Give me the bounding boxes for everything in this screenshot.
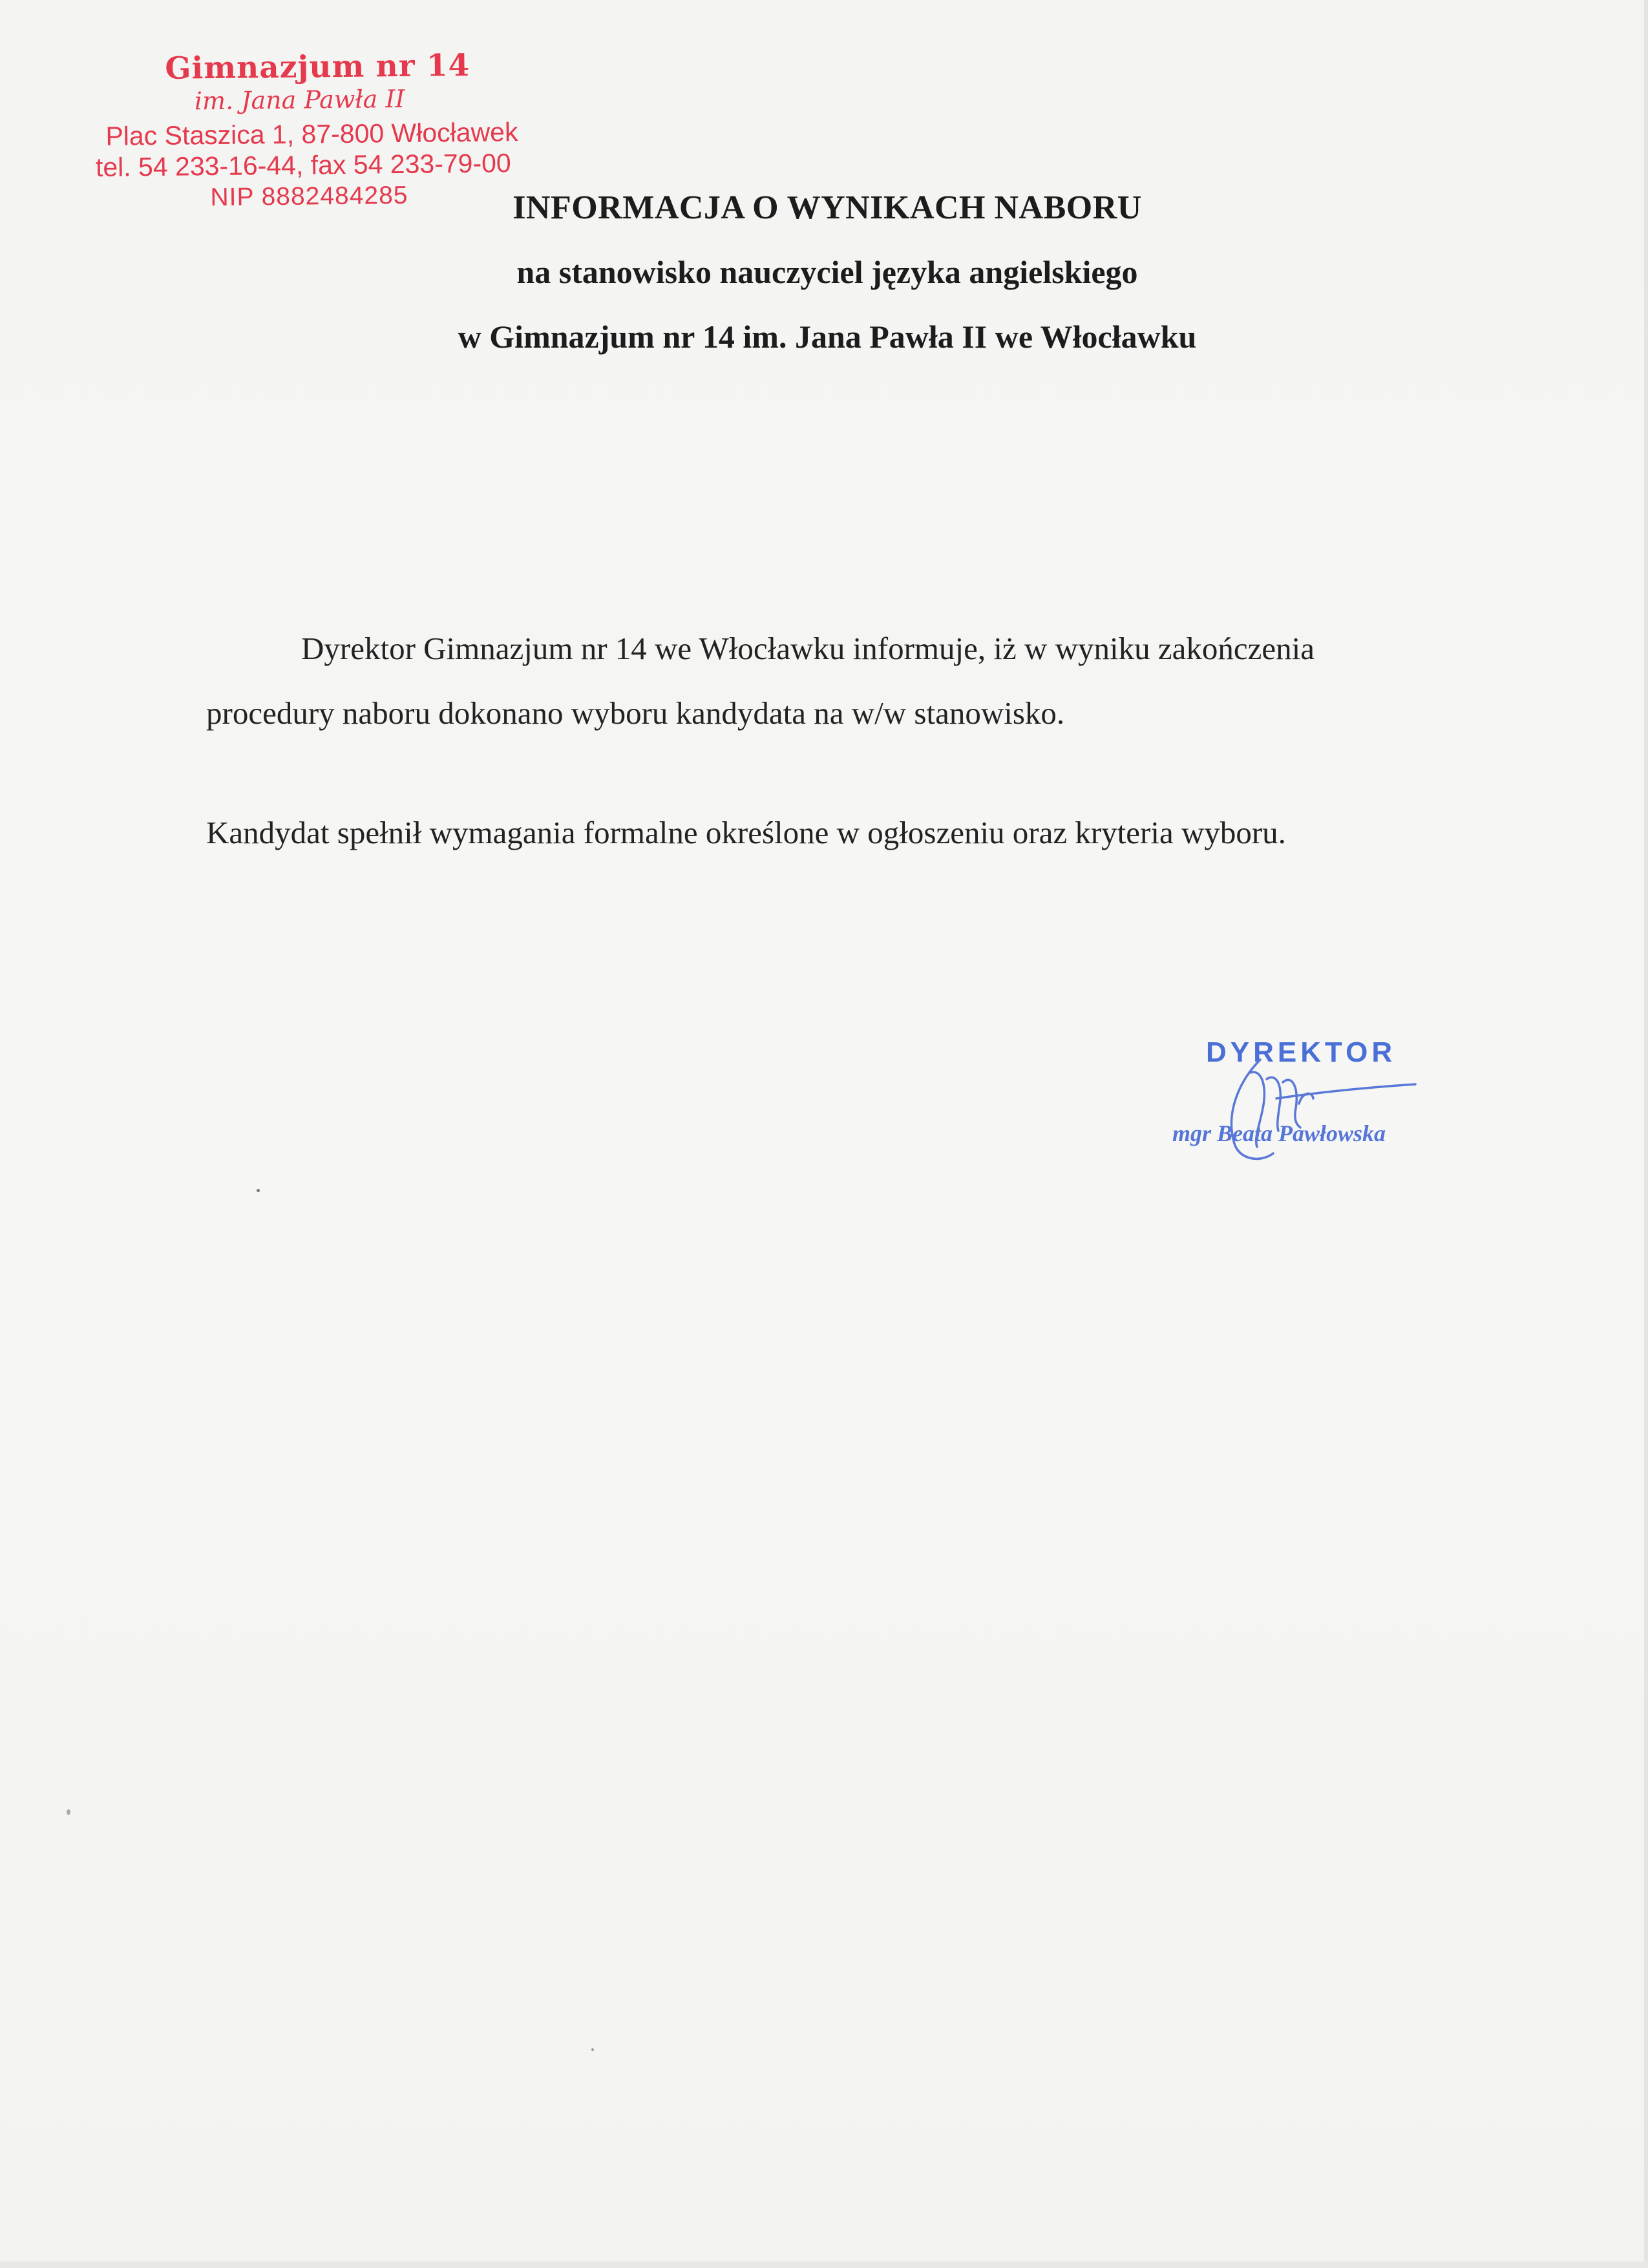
- director-stamp: [1163, 1034, 1461, 1176]
- document-subtitle-position: na stanowisko nauczyciel języka angielskiego: [516, 254, 1138, 290]
- stamp-patron: im. Jana Pawła II: [194, 84, 405, 116]
- stamp-address: Plac Staszica 1, 87-800 Włocławek: [105, 117, 518, 151]
- handwritten-signature: [1163, 1034, 1461, 1176]
- director-name: mgr Beata Pawłowska: [1172, 1120, 1386, 1146]
- document-subtitle-school: w Gimnazjum nr 14 im. Jana Pawła II we Włocławku: [458, 319, 1197, 355]
- stamp-school-name: Gimnazjum nr 14: [165, 47, 470, 87]
- paragraph-1-line-2: procedury naboru dokonano wyboru kandydata na w/w stanowisko.: [206, 695, 1065, 731]
- director-title: DYREKTOR: [1206, 1036, 1397, 1068]
- paragraph-2: Kandydat spełnił wymagania formalne określone w ogłoszeniu oraz kryteria wyboru.: [206, 815, 1286, 850]
- scan-speck: [67, 1809, 70, 1815]
- paragraph-1-line-1: Dyrektor Gimnazjum nr 14 we Włocławku informuje, iż w wyniku zakończenia: [301, 631, 1315, 666]
- document-title: INFORMACJA O WYNIKACH NABORU: [512, 189, 1142, 226]
- stamp-nip: NIP 8882484285: [210, 181, 408, 212]
- stamp-phone: tel. 54 233-16-44, fax 54 233-79-00: [95, 148, 511, 182]
- scan-speck: [257, 1189, 260, 1192]
- page-edge-shadow-bottom: [0, 2262, 1648, 2268]
- scan-speck: [591, 2048, 594, 2051]
